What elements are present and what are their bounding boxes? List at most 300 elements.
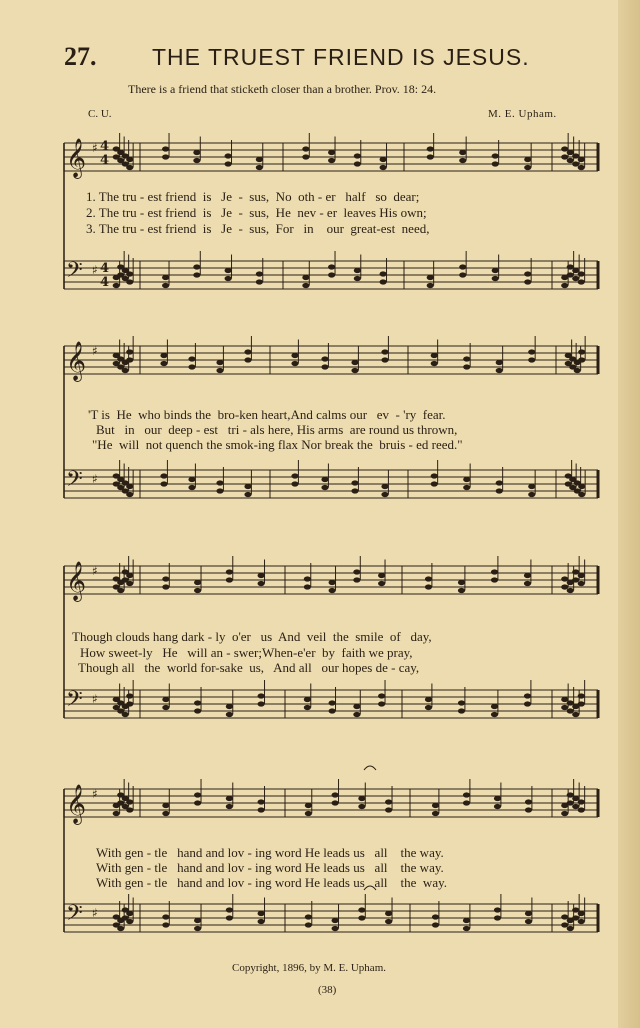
- notehead: [578, 701, 585, 706]
- notehead: [244, 484, 251, 489]
- notehead: [126, 693, 133, 698]
- bass-clef-icon: 𝄢: [66, 467, 83, 497]
- notehead: [193, 150, 200, 155]
- lyric-line: But in our deep - est tri - als here, His arms are round us thrown,: [96, 422, 458, 437]
- notehead: [225, 276, 232, 281]
- notehead: [463, 800, 470, 805]
- notehead: [578, 492, 585, 497]
- notehead: [425, 705, 432, 710]
- notehead: [528, 492, 535, 497]
- notehead: [567, 800, 574, 805]
- notehead: [126, 919, 133, 924]
- notehead: [572, 161, 579, 166]
- notehead: [385, 911, 392, 916]
- notehead: [351, 488, 358, 493]
- notehead: [578, 693, 585, 698]
- notehead: [572, 577, 579, 582]
- notehead: [432, 803, 439, 808]
- notehead: [427, 146, 434, 151]
- notehead: [329, 708, 336, 713]
- notehead: [578, 911, 585, 916]
- notehead: [578, 799, 585, 804]
- notehead: [459, 158, 466, 163]
- notehead: [385, 919, 392, 924]
- notehead: [459, 264, 466, 269]
- notehead: [258, 573, 265, 578]
- notehead: [572, 915, 579, 920]
- notehead: [491, 704, 498, 709]
- notehead: [572, 276, 579, 281]
- notehead: [194, 918, 201, 923]
- notehead: [244, 349, 251, 354]
- notehead: [113, 283, 120, 288]
- notehead: [524, 701, 531, 706]
- notehead: [244, 492, 251, 497]
- sharp-key-signature-icon: ♯: [92, 141, 98, 155]
- notehead: [351, 360, 358, 365]
- notehead: [561, 914, 568, 919]
- sharp-key-signature-icon: ♯: [92, 472, 98, 486]
- notehead: [358, 907, 365, 912]
- notehead: [578, 165, 585, 170]
- notehead: [162, 576, 169, 581]
- notehead: [226, 704, 233, 709]
- notehead: [216, 368, 223, 373]
- notehead: [385, 799, 392, 804]
- notehead: [494, 796, 501, 801]
- notehead: [463, 356, 470, 361]
- notehead: [567, 264, 574, 269]
- notehead: [226, 907, 233, 912]
- notehead: [572, 804, 579, 809]
- notehead: [459, 272, 466, 277]
- notehead: [162, 811, 169, 816]
- notehead: [188, 356, 195, 361]
- notehead: [381, 492, 388, 497]
- notehead: [353, 577, 360, 582]
- notehead: [304, 705, 311, 710]
- notehead: [431, 473, 438, 478]
- notehead: [458, 580, 465, 585]
- time-signature-icon: 4: [100, 275, 110, 290]
- notehead: [226, 577, 233, 582]
- notehead: [578, 279, 585, 284]
- notehead: [432, 922, 439, 927]
- notehead: [572, 796, 579, 801]
- notehead: [572, 569, 579, 574]
- sharp-key-signature-icon: ♯: [92, 263, 98, 277]
- notehead: [162, 914, 169, 919]
- notehead: [258, 581, 265, 586]
- notehead: [332, 800, 339, 805]
- notehead: [353, 569, 360, 574]
- notehead: [304, 576, 311, 581]
- time-signature-icon: 4: [100, 139, 110, 154]
- notehead: [578, 349, 585, 354]
- time-signature-icon: 4: [100, 153, 110, 168]
- lyric-line: With gen - tle hand and lov - ing word He leads us all the way.: [96, 875, 447, 890]
- fermata-icon: [364, 766, 376, 770]
- notehead: [528, 349, 535, 354]
- notehead: [321, 485, 328, 490]
- notehead: [329, 588, 336, 593]
- notehead: [561, 584, 568, 589]
- notehead: [304, 584, 311, 589]
- notehead: [561, 283, 568, 288]
- notehead: [525, 911, 532, 916]
- notehead: [302, 154, 309, 159]
- notehead: [567, 150, 574, 155]
- words-credit: C. U.: [88, 108, 112, 120]
- time-signature-icon: 4: [100, 261, 110, 276]
- notehead: [162, 584, 169, 589]
- notehead: [578, 573, 585, 578]
- notehead: [258, 919, 265, 924]
- notehead: [380, 165, 387, 170]
- notehead: [328, 264, 335, 269]
- notehead: [528, 357, 535, 362]
- notehead: [354, 161, 361, 166]
- sharp-key-signature-icon: ♯: [92, 564, 98, 578]
- notehead: [358, 804, 365, 809]
- notehead: [578, 484, 585, 489]
- notehead: [126, 701, 133, 706]
- notehead: [425, 584, 432, 589]
- notehead: [194, 926, 201, 931]
- copyright-notice: Copyright, 1896, by M. E. Upham.: [232, 962, 386, 974]
- notehead: [304, 697, 311, 702]
- notehead: [524, 165, 531, 170]
- notehead: [302, 283, 309, 288]
- notehead: [354, 153, 361, 158]
- notehead: [432, 914, 439, 919]
- notehead: [321, 356, 328, 361]
- notehead: [329, 580, 336, 585]
- notehead: [378, 573, 385, 578]
- notehead: [572, 907, 579, 912]
- notehead: [431, 353, 438, 358]
- notehead: [492, 268, 499, 273]
- notehead: [524, 157, 531, 162]
- notehead: [463, 792, 470, 797]
- notehead: [578, 807, 585, 812]
- sharp-key-signature-icon: ♯: [92, 906, 98, 920]
- notehead: [459, 150, 466, 155]
- notehead: [160, 361, 167, 366]
- notehead: [258, 693, 265, 698]
- notehead: [567, 708, 574, 713]
- notehead: [329, 700, 336, 705]
- notehead: [291, 473, 298, 478]
- notehead: [126, 581, 133, 586]
- notehead: [194, 588, 201, 593]
- notehead: [378, 581, 385, 586]
- notehead: [358, 915, 365, 920]
- bass-clef-icon: 𝄢: [66, 258, 83, 288]
- notehead: [122, 712, 129, 717]
- notehead: [381, 484, 388, 489]
- notehead: [385, 807, 392, 812]
- notehead: [162, 146, 169, 151]
- notehead: [162, 275, 169, 280]
- notehead: [378, 701, 385, 706]
- bass-clef-icon: 𝄢: [66, 687, 83, 717]
- notehead: [162, 154, 169, 159]
- notehead: [567, 792, 574, 797]
- notehead: [494, 915, 501, 920]
- notehead: [188, 485, 195, 490]
- notehead: [162, 283, 169, 288]
- notehead: [126, 157, 133, 162]
- notehead: [561, 154, 568, 159]
- notehead: [524, 573, 531, 578]
- notehead: [561, 697, 568, 702]
- notehead: [162, 922, 169, 927]
- notehead: [332, 792, 339, 797]
- notehead: [496, 488, 503, 493]
- lyric-line: Though clouds hang dark - ly o'er us And veil the smile of day,: [72, 629, 432, 644]
- notehead: [126, 484, 133, 489]
- hymn-title: THE TRUEST FRIEND IS JESUS.: [152, 44, 530, 70]
- notehead: [578, 581, 585, 586]
- notehead: [496, 368, 503, 373]
- notehead: [321, 477, 328, 482]
- notehead: [425, 576, 432, 581]
- notehead: [193, 158, 200, 163]
- notehead: [160, 473, 167, 478]
- notehead: [427, 154, 434, 159]
- notehead: [160, 481, 167, 486]
- notehead: [561, 576, 568, 581]
- notehead: [258, 807, 265, 812]
- notehead: [561, 922, 568, 927]
- notehead: [160, 353, 167, 358]
- notehead: [524, 693, 531, 698]
- notehead: [194, 580, 201, 585]
- lyric-line: 2. The tru - est friend is Je - sus, He nev - er leaves His own;: [86, 205, 427, 220]
- notehead: [353, 712, 360, 717]
- notehead: [291, 353, 298, 358]
- notehead: [561, 146, 568, 151]
- notehead: [258, 701, 265, 706]
- notehead: [378, 693, 385, 698]
- notehead: [463, 485, 470, 490]
- notehead: [305, 922, 312, 927]
- notehead: [463, 477, 470, 482]
- hymn-number: 27.: [64, 42, 97, 71]
- notehead: [126, 279, 133, 284]
- notehead: [567, 926, 574, 931]
- notehead: [216, 360, 223, 365]
- scripture-epigraph: There is a friend that sticketh closer than a brother. Prov. 18: 24.: [128, 82, 437, 96]
- notehead: [425, 697, 432, 702]
- notehead: [216, 488, 223, 493]
- treble-clef-icon: 𝄞: [66, 561, 87, 601]
- lyric-line: 3. The tru - est friend is Je - sus, For in our great-est need,: [86, 221, 430, 236]
- notehead: [291, 361, 298, 366]
- treble-clef-icon: 𝄞: [66, 138, 87, 178]
- notehead: [113, 811, 120, 816]
- notehead: [328, 158, 335, 163]
- treble-clef-icon: 𝄞: [66, 784, 87, 824]
- notehead: [578, 919, 585, 924]
- page-number: (38): [318, 984, 337, 996]
- notehead: [305, 811, 312, 816]
- notehead: [525, 919, 532, 924]
- notehead: [572, 153, 579, 158]
- notehead: [126, 799, 133, 804]
- bass-clef-icon: 𝄢: [66, 901, 83, 931]
- treble-clef-icon: 𝄞: [66, 341, 87, 381]
- sharp-key-signature-icon: ♯: [92, 692, 98, 706]
- notehead: [567, 158, 574, 163]
- notehead: [256, 271, 263, 276]
- notehead: [572, 268, 579, 273]
- notehead: [188, 364, 195, 369]
- notehead: [126, 271, 133, 276]
- notehead: [432, 811, 439, 816]
- notehead: [126, 165, 133, 170]
- notehead: [524, 581, 531, 586]
- notehead: [492, 153, 499, 158]
- notehead: [528, 484, 535, 489]
- notehead: [117, 926, 124, 931]
- notehead: [126, 911, 133, 916]
- notehead: [305, 914, 312, 919]
- notehead: [328, 150, 335, 155]
- notehead: [496, 480, 503, 485]
- notehead: [321, 364, 328, 369]
- sharp-key-signature-icon: ♯: [92, 787, 98, 801]
- notehead: [194, 800, 201, 805]
- notehead: [193, 272, 200, 277]
- notehead: [427, 275, 434, 280]
- lyric-line: How sweet-ly He will an - swer;When-e'er by faith we pray,: [80, 645, 413, 660]
- lyric-line: With gen - tle hand and lov - ing word He leads us all the way.: [96, 845, 444, 860]
- notehead: [258, 911, 265, 916]
- notehead: [525, 799, 532, 804]
- notehead: [380, 157, 387, 162]
- notehead: [126, 573, 133, 578]
- notehead: [491, 569, 498, 574]
- notehead: [431, 481, 438, 486]
- notehead: [561, 811, 568, 816]
- notehead: [122, 368, 129, 373]
- notehead: [194, 792, 201, 797]
- notehead: [463, 918, 470, 923]
- notehead: [494, 907, 501, 912]
- notehead: [351, 480, 358, 485]
- notehead: [524, 271, 531, 276]
- notehead: [328, 272, 335, 277]
- notehead: [117, 588, 124, 593]
- music-credit: M. E. Upham.: [488, 108, 557, 120]
- notehead: [226, 569, 233, 574]
- notehead: [256, 279, 263, 284]
- notehead: [578, 157, 585, 162]
- notehead: [491, 577, 498, 582]
- notehead: [353, 704, 360, 709]
- notehead: [256, 157, 263, 162]
- sharp-key-signature-icon: ♯: [92, 344, 98, 358]
- notehead: [381, 357, 388, 362]
- notehead: [332, 926, 339, 931]
- notehead: [458, 588, 465, 593]
- notehead: [458, 700, 465, 705]
- notehead: [381, 349, 388, 354]
- notehead: [574, 368, 581, 373]
- notehead: [354, 276, 361, 281]
- notehead: [302, 275, 309, 280]
- notehead: [126, 349, 133, 354]
- notehead: [431, 361, 438, 366]
- notehead: [561, 705, 568, 710]
- notehead: [194, 700, 201, 705]
- notehead: [351, 368, 358, 373]
- notehead: [492, 161, 499, 166]
- notehead: [126, 807, 133, 812]
- notehead: [494, 804, 501, 809]
- notehead: [216, 480, 223, 485]
- notehead: [463, 926, 470, 931]
- notehead: [492, 276, 499, 281]
- notehead: [225, 268, 232, 273]
- notehead: [226, 712, 233, 717]
- notehead: [358, 796, 365, 801]
- notehead: [225, 161, 232, 166]
- notehead: [427, 283, 434, 288]
- notehead: [258, 799, 265, 804]
- notehead: [567, 588, 574, 593]
- notehead: [458, 708, 465, 713]
- notehead: [226, 915, 233, 920]
- lyric-line: 1. The tru - est friend is Je - sus, No oth - er half so dear;: [86, 189, 420, 204]
- notehead: [491, 712, 498, 717]
- notehead: [256, 165, 263, 170]
- notehead: [567, 700, 574, 705]
- notehead: [126, 492, 133, 497]
- notehead: [162, 803, 169, 808]
- notehead: [380, 271, 387, 276]
- notehead: [193, 264, 200, 269]
- notehead: [162, 697, 169, 702]
- notehead: [226, 796, 233, 801]
- notehead: [572, 712, 579, 717]
- notehead: [354, 268, 361, 273]
- lyric-line: "He will not quench the smok-ing flax Nor break the bruis - ed reed.": [92, 437, 463, 452]
- notehead: [524, 279, 531, 284]
- notehead: [126, 357, 133, 362]
- notehead: [225, 153, 232, 158]
- notehead: [463, 364, 470, 369]
- notehead: [226, 804, 233, 809]
- notehead: [244, 357, 251, 362]
- lyric-line: Though all the world for-sake us, And all our hopes de - cay,: [78, 660, 420, 675]
- notehead: [305, 803, 312, 808]
- notehead: [332, 918, 339, 923]
- notehead: [578, 357, 585, 362]
- notehead: [162, 705, 169, 710]
- notehead: [578, 271, 585, 276]
- notehead: [188, 477, 195, 482]
- notehead: [567, 272, 574, 277]
- notehead: [302, 146, 309, 151]
- notehead: [291, 481, 298, 486]
- notehead: [496, 360, 503, 365]
- notehead: [380, 279, 387, 284]
- lyric-line: 'T is He who binds the bro-ken heart,And calms our ev - 'ry fear.: [88, 407, 446, 422]
- notehead: [194, 708, 201, 713]
